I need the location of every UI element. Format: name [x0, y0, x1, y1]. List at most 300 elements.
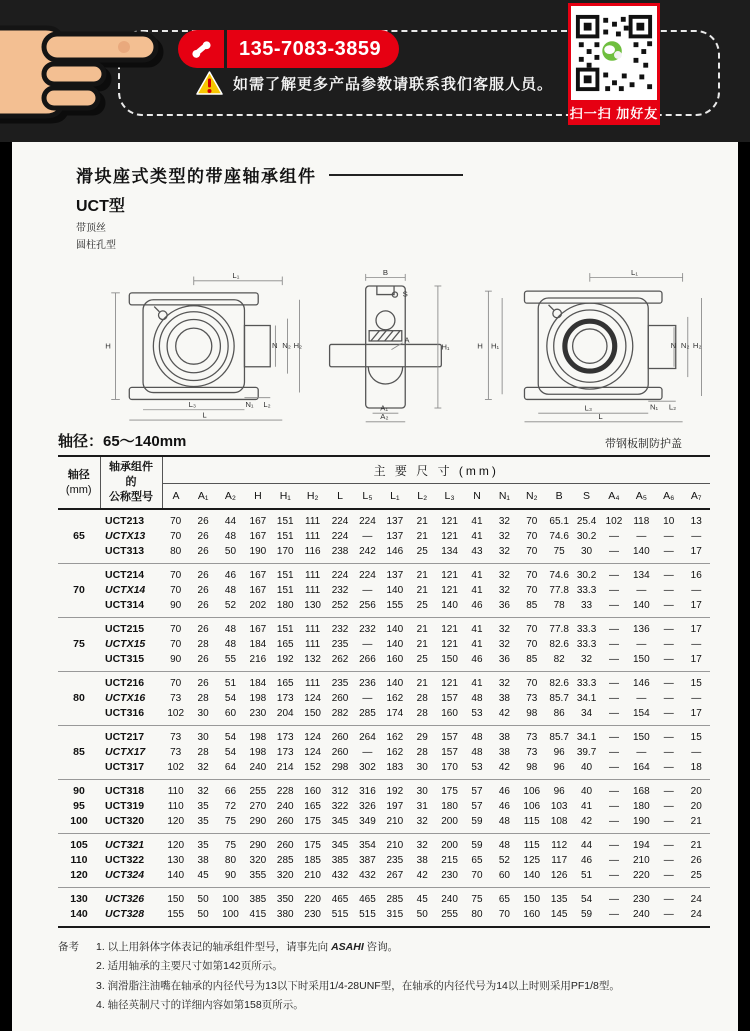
dim-cell: 150 — [628, 726, 655, 746]
dim-cell: 59 — [580, 909, 593, 920]
dim-cell: 59 — [463, 834, 490, 854]
dim-cell: 70 — [526, 546, 538, 557]
dim-cell: — — [600, 618, 627, 638]
dim-cell: 64 — [224, 762, 237, 773]
dim-cell: 46 — [580, 855, 593, 866]
table-row — [58, 637, 710, 652]
dim-cell: 115 — [523, 816, 540, 827]
dim-cell: 387 — [359, 855, 376, 866]
dim-cell: 238 — [331, 546, 349, 557]
shaft-cell — [58, 760, 100, 780]
table-row — [58, 834, 710, 854]
dim-cell: 25 — [416, 546, 428, 557]
dim-cell: 162 — [386, 747, 404, 758]
dim-cell: 80 — [224, 855, 237, 866]
dim-cell: 140 — [167, 870, 185, 881]
dim-cell: 70 — [170, 531, 182, 542]
svg-text:H₂: H₂ — [293, 340, 303, 350]
dim-cell: 30.2 — [576, 531, 597, 542]
dim-cell: 355 — [249, 870, 267, 881]
dim-cell: 167 — [249, 531, 267, 542]
table-row — [58, 544, 710, 564]
dim-cell: 180 — [441, 801, 458, 812]
dim-cell: — — [691, 747, 702, 758]
dim-cell: 224 — [359, 516, 376, 527]
svg-text:B: B — [382, 267, 388, 277]
dim-cell: 46 — [217, 564, 244, 584]
dim-cell: 35 — [189, 834, 216, 854]
dim-cell: 80 — [170, 546, 182, 557]
model-cell: UCTX16 — [105, 692, 146, 704]
dim-cell: — — [663, 531, 674, 542]
model-cell: UCTX15 — [105, 638, 146, 650]
dim-cell: 53 — [471, 762, 483, 773]
dim-cell: 73 — [526, 693, 538, 704]
dim-cell: 151 — [272, 618, 299, 638]
dim-cell: — — [608, 693, 619, 704]
dim-cell: 102 — [167, 708, 185, 719]
dim-cell: 35 — [197, 816, 209, 827]
dim-cell: 111 — [299, 618, 326, 638]
dim-cell: 32 — [189, 780, 216, 800]
dim-cell: 32 — [498, 546, 510, 557]
dim-cell: 285 — [359, 708, 376, 719]
dim-cell: 70 — [526, 516, 538, 527]
qr-block — [568, 3, 660, 125]
svg-text:L₁: L₁ — [631, 267, 639, 277]
dim-cell: 36 — [498, 654, 510, 665]
dim-cell: 121 — [441, 585, 458, 596]
dim-cell: 140 — [386, 639, 404, 650]
svg-text:L₃: L₃ — [584, 403, 593, 413]
model-cell: UCT317 — [105, 761, 145, 773]
shaft-cell: 75 — [73, 638, 85, 650]
dim-cell: 157 — [441, 693, 458, 704]
dim-cell: 85.7 — [549, 693, 569, 704]
dim-cell: 33.3 — [573, 672, 600, 692]
table-row — [58, 706, 710, 726]
model-cell: UCTX14 — [105, 584, 146, 596]
pointing-hand-icon — [0, 14, 172, 122]
dim-cell: 240 — [436, 888, 463, 908]
dim-cell: 285 — [381, 888, 408, 908]
svg-text:L₃: L₃ — [188, 400, 197, 410]
dim-cell: 210 — [304, 870, 321, 881]
dim-cell: 26 — [197, 531, 209, 542]
dim-cell: 117 — [551, 855, 568, 866]
dim-cell: 112 — [545, 834, 572, 854]
dim-cell: 354 — [354, 834, 381, 854]
dim-cell: 73 — [518, 726, 545, 746]
dim-cell: 54 — [224, 747, 237, 758]
shaft-cell — [58, 598, 100, 618]
dim-cell: 124 — [299, 726, 326, 746]
table-row — [58, 780, 710, 800]
dim-cell: 150 — [304, 708, 321, 719]
dim-cell: 26 — [197, 654, 209, 665]
dim-cell: 262 — [331, 654, 349, 665]
dim-cell: 121 — [441, 531, 458, 542]
dim-cell: 236 — [354, 672, 381, 692]
dim-cell: 48 — [491, 834, 518, 854]
dim-cell: 432 — [331, 870, 349, 881]
table-row — [58, 814, 710, 834]
dim-cell: 266 — [359, 654, 376, 665]
dim-cell: — — [655, 726, 682, 746]
dim-cell: — — [608, 816, 619, 827]
dim-cell: — — [636, 639, 647, 650]
dim-cell: 215 — [441, 855, 458, 866]
dim-cell: — — [600, 888, 627, 908]
dim-cell: 35 — [197, 801, 209, 812]
shaft-diameter-range: 轴径：65～140mm — [58, 433, 187, 450]
dim-cell: 21 — [416, 585, 428, 596]
dim-cell: — — [600, 834, 627, 854]
dim-cell: 515 — [331, 909, 349, 920]
dim-cell: — — [600, 726, 627, 746]
shaft-cell — [58, 509, 100, 529]
dim-cell: 108 — [550, 816, 568, 827]
shaft-cell: 70 — [73, 584, 85, 596]
dim-cell: 50 — [416, 909, 428, 920]
svg-text:L: L — [202, 410, 207, 420]
svg-text:L₁: L₁ — [232, 271, 240, 281]
dim-cell: 21 — [409, 618, 436, 638]
dim-cell: 134 — [628, 564, 655, 584]
dim-cell: — — [608, 909, 619, 920]
dim-cell: — — [362, 585, 373, 596]
dim-cell: 21 — [682, 834, 710, 854]
dim-cell: 32 — [498, 531, 510, 542]
dim-cell: 320 — [276, 870, 294, 881]
dim-cell: 30 — [580, 546, 593, 557]
dim-cell: 326 — [359, 801, 376, 812]
note-item: 1. 以上用斜体字体表记的轴承组件型号，请事先向 ASAHI 咨询。 — [96, 941, 399, 953]
dim-cell: 48 — [217, 618, 244, 638]
dim-cell: 48 — [471, 747, 483, 758]
dim-cell: 345 — [326, 834, 353, 854]
dim-cell: 260 — [326, 726, 353, 746]
dim-cell: 32 — [491, 564, 518, 584]
dim-cell: 235 — [331, 639, 349, 650]
dim-cell: 224 — [331, 531, 349, 542]
dim-cell: 42 — [416, 870, 428, 881]
dim-cell: 240 — [276, 801, 294, 812]
dim-cell: 25 — [690, 870, 702, 881]
svg-text:N: N — [670, 340, 677, 350]
dim-cell: 162 — [381, 726, 408, 746]
dim-cell: 30 — [197, 708, 209, 719]
svg-text:N₂: N₂ — [282, 340, 291, 350]
model-cell: UCT328 — [105, 908, 145, 920]
dim-cell: 26 — [690, 855, 702, 866]
note-item: 4. 轴径英制尺寸的详细内容如第158页所示。 — [96, 999, 304, 1012]
shaft-cell: 80 — [73, 692, 85, 704]
dim-cell: 34 — [580, 708, 593, 719]
dim-cell: 121 — [441, 516, 458, 527]
dim-cell: 162 — [386, 693, 404, 704]
shaft-cell: 140 — [70, 908, 88, 920]
table-row — [58, 726, 710, 746]
dim-cell: — — [663, 585, 674, 596]
dim-cell: 52 — [498, 855, 510, 866]
dim-cell: — — [663, 816, 674, 827]
dim-cell: 116 — [304, 546, 321, 557]
dim-cell: 59 — [471, 816, 483, 827]
dim-cell: 74.6 — [549, 531, 569, 542]
dim-cell: 232 — [326, 618, 353, 638]
dim-cell: — — [608, 546, 619, 557]
shaft-cell — [58, 618, 100, 638]
dim-cell: 167 — [244, 618, 271, 638]
dim-cell: 140 — [632, 546, 650, 557]
dim-cell: 175 — [304, 816, 321, 827]
dim-cell: — — [691, 531, 702, 542]
dim-cell: 170 — [441, 762, 458, 773]
dim-cell: — — [608, 600, 619, 611]
dim-cell: 41 — [463, 618, 490, 638]
note-item: 2. 适用轴承的主要尺寸如第142页所示。 — [96, 960, 283, 973]
dim-cell: 173 — [276, 747, 294, 758]
model-cell: UCT217 — [100, 726, 162, 746]
dim-cell: — — [663, 693, 674, 704]
dim-cell: 70 — [170, 639, 182, 650]
dim-cell: 385 — [331, 855, 349, 866]
dim-cell: 60 — [498, 870, 510, 881]
shaft-cell: 90 — [58, 780, 100, 800]
dim-cell: 111 — [305, 516, 321, 527]
dim-cell: 184 — [249, 639, 267, 650]
dim-cell: 146 — [628, 672, 655, 692]
dim-cell: 151 — [276, 585, 294, 596]
dim-cell: 151 — [272, 564, 299, 584]
dim-cell: 224 — [331, 516, 349, 527]
dim-cell: 70 — [526, 585, 538, 596]
dim-cell: 77.8 — [549, 585, 569, 596]
dim-cell: — — [655, 888, 682, 908]
dim-cell: 150 — [518, 888, 545, 908]
dim-cell: — — [608, 801, 619, 812]
dim-cell: 25 — [416, 600, 428, 611]
dim-cell: 154 — [632, 708, 650, 719]
dim-cell: 185 — [304, 855, 321, 866]
dim-cell: 130 — [167, 855, 185, 866]
table-row — [58, 691, 710, 706]
qr-caption: 扫一扫 加好友 — [568, 103, 660, 125]
dim-cell: 155 — [167, 909, 185, 920]
dim-cell: 130 — [304, 600, 321, 611]
dim-cell: 45 — [197, 870, 209, 881]
dim-cell: 137 — [386, 531, 404, 542]
dim-cell: 82.6 — [549, 639, 569, 650]
dim-cell: 50 — [189, 888, 216, 908]
dim-cell: 157 — [436, 726, 463, 746]
dim-cell: — — [691, 585, 702, 596]
dim-cell: — — [636, 531, 647, 542]
dim-cell: 70 — [518, 564, 545, 584]
dim-cell: 70 — [162, 672, 189, 692]
dim-cell: 13 — [690, 516, 702, 527]
dim-cell: 140 — [441, 600, 458, 611]
dim-cell: 111 — [299, 564, 326, 584]
svg-text:A: A — [404, 335, 410, 345]
model-cell: UCTX17 — [105, 746, 146, 758]
dim-cell: 24 — [682, 888, 710, 908]
dim-cell: 29 — [409, 726, 436, 746]
dim-cell: 255 — [441, 909, 458, 920]
dim-cell: — — [663, 654, 674, 665]
dim-cell: 180 — [632, 801, 650, 812]
dim-cell: 252 — [331, 600, 349, 611]
dim-cell: 21 — [409, 672, 436, 692]
dim-cell: 34.1 — [576, 693, 597, 704]
dim-cell: 32 — [498, 585, 510, 596]
dim-cell: 100 — [217, 888, 244, 908]
dim-cell: 228 — [272, 780, 299, 800]
dim-cell: — — [600, 672, 627, 692]
dim-cell: 48 — [224, 531, 237, 542]
dim-cell: 124 — [304, 747, 321, 758]
dim-cell: 140 — [523, 870, 541, 881]
dim-cell: 70 — [170, 516, 182, 527]
dim-cell: 240 — [249, 762, 267, 773]
dim-cell: 151 — [276, 516, 294, 527]
dim-cell: 17 — [682, 618, 710, 638]
dim-cell: 77.8 — [545, 618, 572, 638]
dim-cell: 38 — [491, 726, 518, 746]
dim-cell: 312 — [326, 780, 353, 800]
dim-cell: 85.7 — [545, 726, 572, 746]
table-row — [58, 529, 710, 544]
dim-cell: 26 — [197, 546, 209, 557]
dim-cell: 28 — [197, 747, 209, 758]
series-name: UCT型 — [76, 198, 125, 215]
dim-cell: 96 — [545, 780, 572, 800]
dim-cell: 17 — [690, 708, 702, 719]
dim-cell: — — [608, 747, 619, 758]
dim-cell: 110 — [167, 801, 184, 812]
shaft-cell: 120 — [70, 869, 88, 881]
front-view-drawing — [76, 256, 321, 438]
dim-cell: 75 — [553, 546, 565, 557]
dim-cell: 41 — [580, 801, 593, 812]
dim-cell: 160 — [299, 780, 326, 800]
dim-cell: 17 — [690, 600, 702, 611]
dim-cell: 32 — [498, 516, 510, 527]
dim-cell: 38 — [498, 747, 510, 758]
dim-cell: 50 — [224, 546, 237, 557]
dim-cell: 41 — [471, 531, 483, 542]
dim-cell: 224 — [354, 564, 381, 584]
catalog-page — [12, 142, 738, 1031]
dim-cell: 242 — [359, 546, 376, 557]
dim-cell: 190 — [249, 546, 267, 557]
dim-cell: — — [663, 909, 674, 920]
dim-cell: 90 — [170, 600, 182, 611]
dim-cell: 51 — [580, 870, 593, 881]
dim-cell: 48 — [498, 816, 510, 827]
dim-cell: 75 — [224, 816, 237, 827]
dim-cell: 51 — [217, 672, 244, 692]
table-row — [58, 760, 710, 780]
dim-cell: 70 — [526, 531, 538, 542]
dim-cell: 190 — [632, 816, 650, 827]
dim-cell: 170 — [276, 546, 294, 557]
dim-cell: 235 — [326, 672, 353, 692]
covered-view-drawing — [454, 256, 712, 438]
dim-cell: — — [608, 639, 619, 650]
dim-cell: 72 — [224, 801, 237, 812]
dim-cell: 202 — [249, 600, 267, 611]
dim-cell: 260 — [331, 693, 349, 704]
dim-cell: 26 — [189, 618, 216, 638]
dim-cell: 44 — [573, 834, 600, 854]
dim-cell: 210 — [386, 816, 404, 827]
table-row — [58, 583, 710, 598]
dim-cell: 515 — [359, 909, 376, 920]
dim-cell: 160 — [523, 909, 541, 920]
dim-cell: 70 — [518, 672, 545, 692]
table-row — [58, 907, 710, 927]
dim-cell: 70 — [170, 585, 182, 596]
dim-cell: 24 — [690, 909, 702, 920]
dim-cell: 38 — [498, 693, 510, 704]
dim-cell: 21 — [416, 516, 428, 527]
dim-cell: 65 — [471, 855, 483, 866]
footnotes — [58, 938, 712, 1016]
dim-cell: 210 — [381, 834, 408, 854]
dim-cell: — — [663, 546, 674, 557]
phone-button[interactable] — [178, 30, 399, 68]
model-cell: UCT319 — [105, 800, 145, 812]
dim-cell: 164 — [632, 762, 650, 773]
dim-cell: 256 — [359, 600, 376, 611]
dimensions-table — [58, 455, 710, 928]
dim-cell: 26 — [189, 564, 216, 584]
dim-cell: 198 — [249, 747, 267, 758]
phone-number: 135-7083-3859 — [227, 30, 399, 68]
dim-cell: 85 — [526, 600, 538, 611]
dim-cell: 26 — [189, 672, 216, 692]
dim-cell: 18 — [690, 762, 702, 773]
dim-cell: 38 — [197, 855, 209, 866]
col-header-model: 轴承组件 的 公称型号 — [100, 456, 162, 509]
dim-cell: 160 — [386, 654, 404, 665]
dim-cell: 174 — [386, 708, 404, 719]
dim-cell: 232 — [354, 618, 381, 638]
dim-cell: 26 — [197, 516, 209, 527]
dim-cell: — — [655, 834, 682, 854]
dim-cell: 322 — [331, 801, 349, 812]
dim-cell: 25.4 — [576, 516, 597, 527]
dim-cell: 78 — [553, 600, 565, 611]
svg-text:H₁: H₁ — [441, 342, 450, 352]
dim-cell: 198 — [244, 726, 271, 746]
dim-cell: 42 — [580, 816, 593, 827]
dim-cell: 54 — [224, 693, 237, 704]
dim-cell: 70 — [498, 909, 510, 920]
qr-code — [568, 3, 660, 103]
note-item: 3. 润滑脂注油嘴在轴承的内径代号为13以下时采用1/4-28UNF型，在轴承的内径代号为14以上时则采用PF1/8型。 — [96, 979, 620, 992]
dim-cell: 151 — [276, 531, 294, 542]
dim-cell: 86 — [553, 708, 565, 719]
dim-cell: 17 — [690, 654, 702, 665]
dim-cell: 26 — [197, 600, 209, 611]
dim-cell: 54 — [573, 888, 600, 908]
dim-cell: 315 — [386, 909, 404, 920]
svg-text:N₁: N₁ — [650, 402, 659, 412]
dim-cell: — — [636, 585, 647, 596]
